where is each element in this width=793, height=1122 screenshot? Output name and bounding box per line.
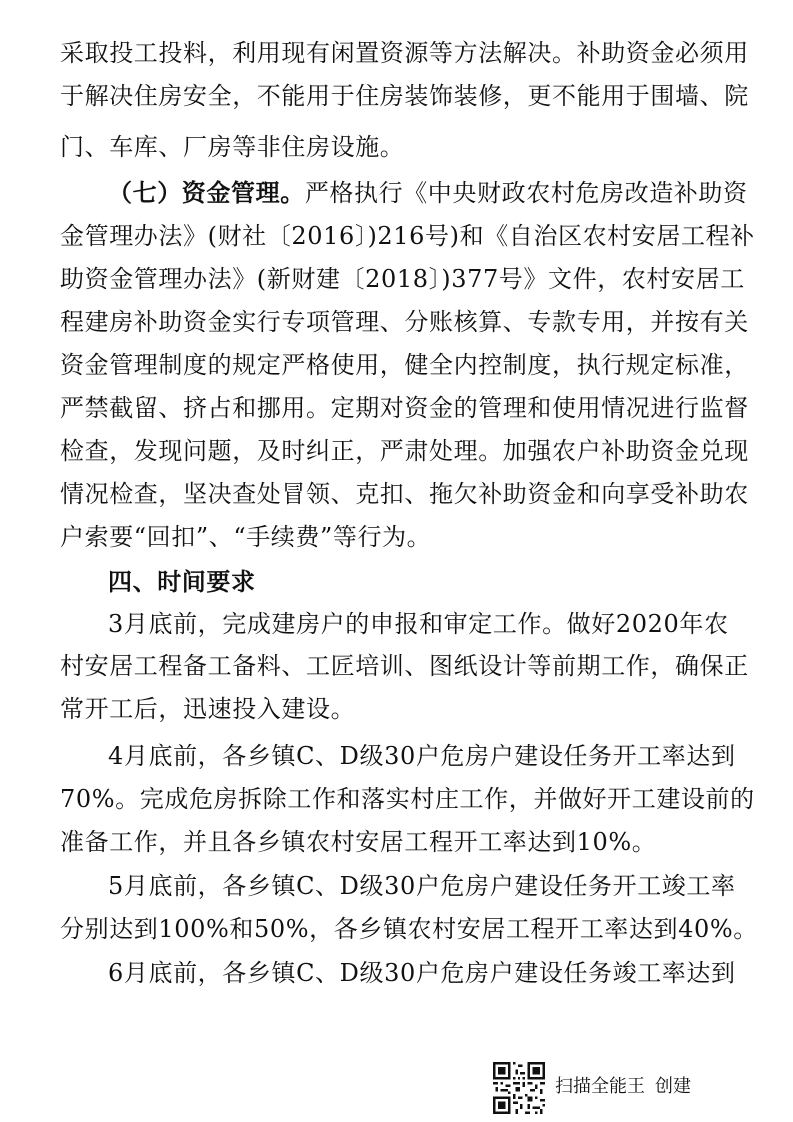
line-text: 资金管理制度的规定严格使用，健全内控制度，执行规定标准， <box>60 351 749 379</box>
paragraph-line <box>60 429 750 473</box>
paragraph-line <box>60 644 750 688</box>
line-text: 分别达到100%和50%，各乡镇农村安居工程开工率达到40%。 <box>60 915 758 943</box>
line-text: 程建房补助资金实行专项管理、分账核算、专款专用，并按有关 <box>60 308 749 336</box>
line-text: 严格执行《中央财政农村危房改造补助资 <box>304 179 748 207</box>
paragraph-line <box>60 214 755 258</box>
paragraph-line <box>108 951 748 995</box>
line-text: 常开工后，迅速投入建设。 <box>60 695 356 723</box>
watermark-action: 创建 <box>655 1076 691 1097</box>
line-text: 4月底前，各乡镇C、D级30户危房户建设任务开工率达到 <box>108 742 736 770</box>
line-text: 于解决住房安全，不能用于住房装饰装修，更不能用于围墙、院 <box>60 82 749 110</box>
line-text: 70%。完成危房拆除工作和落实村庄工作，并做好开工建设前的 <box>60 785 755 813</box>
paragraph-line <box>60 125 750 169</box>
line-text: 6月底前，各乡镇C、D级30户危房户建设任务竣工率达到 <box>108 959 736 987</box>
line-text: 户索要“回扣”、“手续费”等行为。 <box>60 523 432 551</box>
line-text: 严禁截留、挤占和挪用。定期对资金的管理和使用情况进行监督 <box>60 394 749 422</box>
paragraph-line <box>108 171 748 215</box>
qr-code-icon <box>493 1062 545 1114</box>
line-text: 情况检查，坚决查处冒领、克扣、拖欠补助资金和向享受补助农 <box>60 480 749 508</box>
line-text: 村安居工程备工备料、工匠培训、图纸设计等前期工作，确保正 <box>60 652 749 680</box>
line-text: 准备工作，并且各乡镇农村安居工程开工率达到10%。 <box>60 828 657 856</box>
paragraph-line <box>60 386 750 430</box>
scanner-watermark <box>493 1062 743 1114</box>
line-text: 助资金管理办法》(新财建〔2018〕)377号》文件，农村安居工 <box>60 265 745 293</box>
paragraph-line <box>60 777 755 821</box>
section-heading: 四、时间要求 <box>108 568 256 596</box>
section-heading-line <box>108 560 748 604</box>
paragraph-line <box>60 907 758 951</box>
paragraph-line <box>60 515 750 559</box>
paragraph-line <box>60 820 750 864</box>
paragraph-line <box>60 300 750 344</box>
line-text: 金管理办法》(财社〔2016〕)216号)和《自治区农村安居工程补 <box>60 222 755 250</box>
paragraph-line <box>60 343 750 387</box>
paragraph-line <box>60 257 750 301</box>
line-text: 3月底前，完成建房户的申报和审定工作。做好2020年农 <box>108 610 729 638</box>
paragraph-line <box>60 74 750 118</box>
line-text: 采取投工投料，利用现有闲置资源等方法解决。补助资金必须用 <box>60 39 749 67</box>
line-text: 门、车库、厂房等非住房设施。 <box>60 133 405 161</box>
line-text: 检查，发现问题，及时纠正，严肃处理。加强农户补助资金兑现 <box>60 437 749 465</box>
paragraph-line <box>60 687 750 731</box>
watermark-text <box>555 1072 691 1102</box>
paragraph-line <box>60 472 750 516</box>
paragraph-line <box>108 734 748 778</box>
paragraph-line <box>108 864 748 908</box>
paragraph-line <box>108 602 748 646</box>
paragraph-line <box>60 31 750 75</box>
watermark-brand: 扫描全能王 <box>555 1076 645 1097</box>
section-heading: （七）资金管理。 <box>108 179 305 207</box>
line-text: 5月底前，各乡镇C、D级30户危房户建设任务开工竣工率 <box>108 872 736 900</box>
